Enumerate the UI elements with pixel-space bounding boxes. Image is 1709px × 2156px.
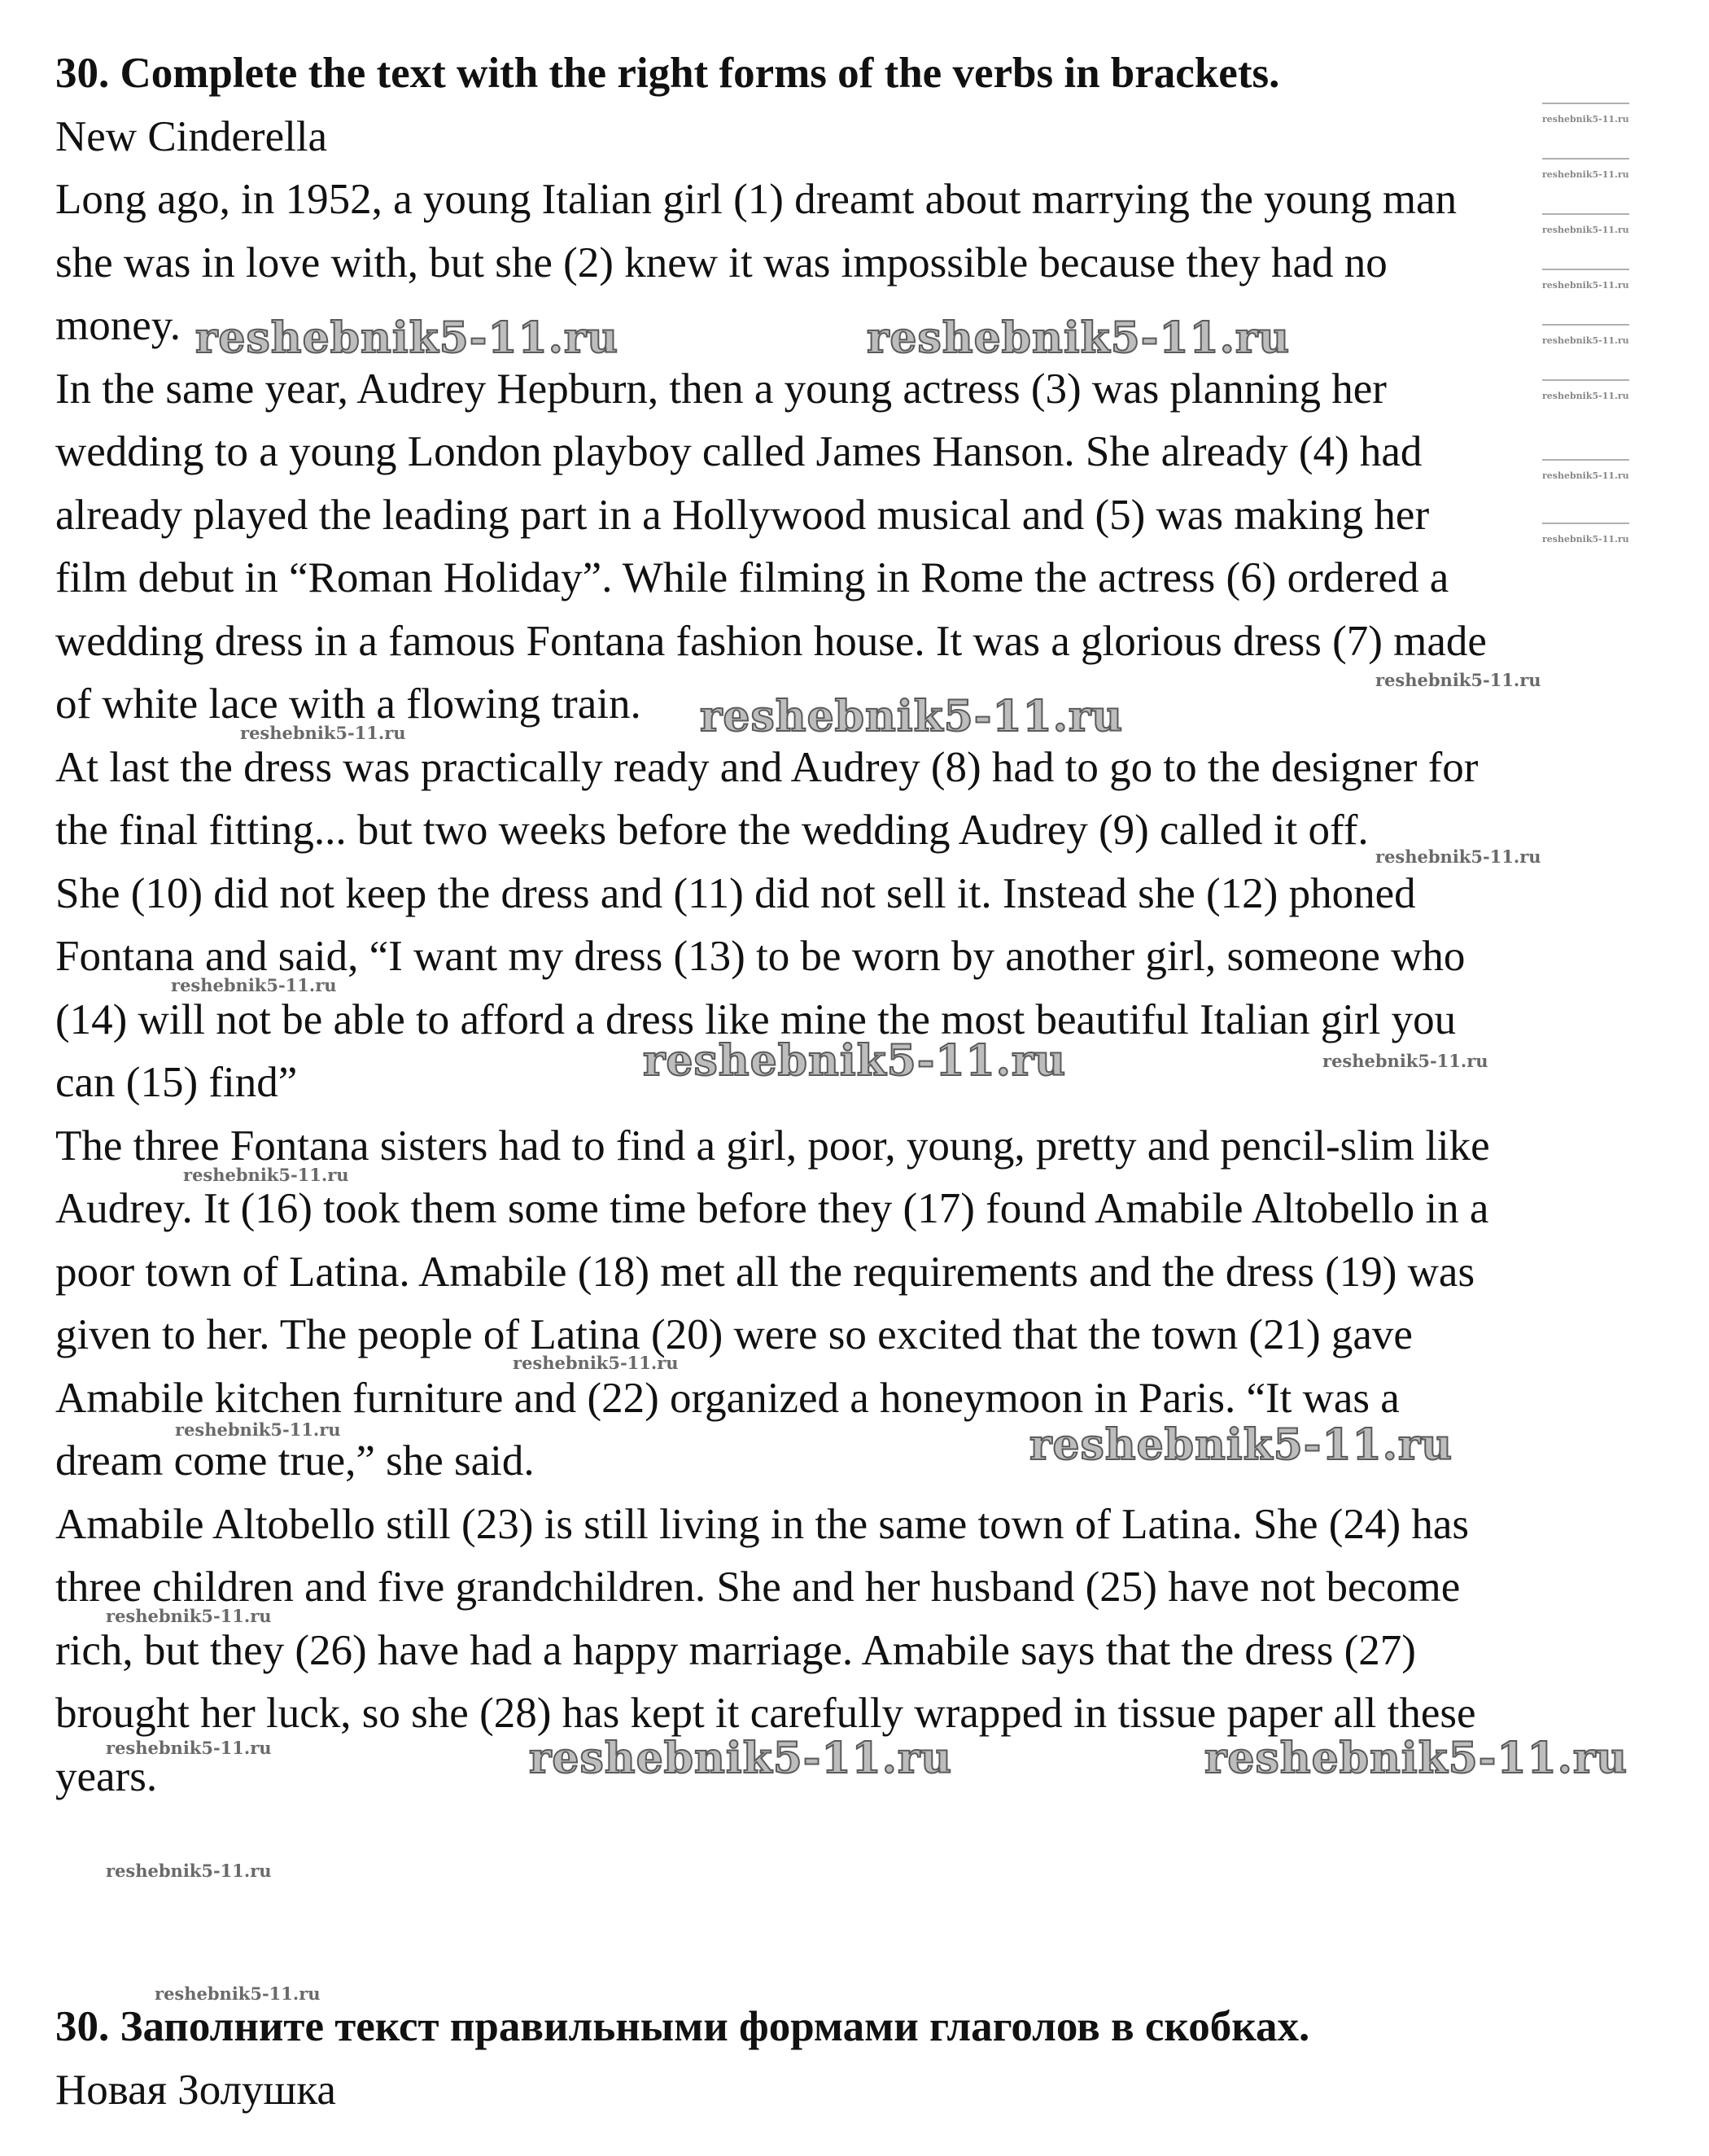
- story-line: Amabile Altobello still (23) is still living in the same town of Latina. She (24) has: [55, 1500, 1469, 1548]
- watermark-tiny: reshebnik5-11.ru: [1542, 534, 1629, 544]
- watermark-small: reshebnik5-11.ru: [1375, 846, 1541, 867]
- watermark-large: reshebnik5-11.ru: [1029, 1420, 1453, 1470]
- translation-title: Новая Золушка: [55, 2066, 336, 2114]
- watermark-large: reshebnik5-11.ru: [700, 692, 1124, 741]
- story-line: she was in love with, but she (2) knew it was impossible because they had no: [55, 238, 1388, 286]
- watermark-small: reshebnik5-11.ru: [1322, 1051, 1488, 1071]
- story-line: poor town of Latina. Amabile (18) met all the requirements and the dress (19) was: [55, 1248, 1475, 1296]
- story-line: film debut in “Roman Holiday”. While filming in Rome the actress (6) ordered a: [55, 554, 1449, 601]
- watermark-small: reshebnik5-11.ru: [1375, 670, 1541, 690]
- story-line: dream come true,” she said.: [55, 1437, 535, 1485]
- watermark-large: reshebnik5-11.ru: [195, 313, 619, 363]
- translation-heading: 30. Заполните текст правильными формами глаголов в скобках.: [55, 2003, 1310, 2050]
- watermark-large: reshebnik5-11.ru: [867, 313, 1291, 363]
- story-line: of white lace with a flowing train.: [55, 680, 641, 728]
- exercise-heading: 30. Complete the text with the right forms of the verbs in brackets.: [55, 50, 1280, 97]
- watermark-small: reshebnik5-11.ru: [175, 1419, 341, 1440]
- watermark-tiny: reshebnik5-11.ru: [1542, 335, 1629, 346]
- story-line: given to her. The people of Latina (20) were so excited that the town (21) gave: [55, 1311, 1413, 1358]
- story-line: wedding to a young London playboy called James Hanson. She already (4) had: [55, 428, 1423, 475]
- story-line: Fontana and said, “I want my dress (13) to be worn by another girl, someone who: [55, 933, 1466, 980]
- story-line: brought her luck, so she (28) has kept it carefully wrapped in tissue paper all these: [55, 1690, 1476, 1737]
- watermark-large: reshebnik5-11.ru: [1204, 1734, 1628, 1783]
- story-line: already played the leading part in a Hollywood musical and (5) was making her: [55, 491, 1430, 539]
- watermark-tiny: reshebnik5-11.ru: [1542, 280, 1629, 291]
- watermark-large: reshebnik5-11.ru: [643, 1036, 1067, 1086]
- story-line: years.: [55, 1752, 158, 1800]
- story-line: In the same year, Audrey Hepburn, then a young actress (3) was planning her: [55, 365, 1387, 413]
- watermark-large: reshebnik5-11.ru: [529, 1734, 953, 1783]
- watermark-tiny: reshebnik5-11.ru: [1542, 114, 1629, 125]
- story-line: can (15) find”: [55, 1059, 298, 1106]
- watermark-small: reshebnik5-11.ru: [106, 1738, 272, 1758]
- watermark-small: reshebnik5-11.ru: [513, 1353, 679, 1373]
- watermark-tiny: reshebnik5-11.ru: [1542, 391, 1629, 401]
- story-line: (14) will not be able to afford a dress like mine the most beautiful Italian girl you: [55, 995, 1457, 1043]
- story-title: New Cinderella: [55, 112, 328, 160]
- story-line: wedding dress in a famous Fontana fashion house. It was a glorious dress (7) made: [55, 617, 1487, 665]
- watermark-small: reshebnik5-11.ru: [240, 723, 406, 743]
- watermark-tiny: reshebnik5-11.ru: [1542, 225, 1629, 235]
- story-line: Long ago, in 1952, a young Italian girl (1) dreamt about marrying the young man: [55, 176, 1458, 223]
- story-line: three children and five grandchildren. She and her husband (25) have not become: [55, 1563, 1461, 1611]
- watermark-small: reshebnik5-11.ru: [183, 1165, 349, 1185]
- story-line: money.: [55, 302, 181, 349]
- story-line: The three Fontana sisters had to find a girl, poor, young, pretty and pencil-slim like: [55, 1122, 1490, 1170]
- watermark-tiny: reshebnik5-11.ru: [1542, 169, 1629, 180]
- story-line: Amabile kitchen furniture and (22) organized a honeymoon in Paris. “It was a: [55, 1374, 1400, 1422]
- watermark-small: reshebnik5-11.ru: [106, 1606, 272, 1626]
- watermark-small: reshebnik5-11.ru: [106, 1861, 272, 1881]
- story-line: rich, but they (26) have had a happy marriage. Amabile says that the dress (27): [55, 1626, 1416, 1674]
- story-line: the final fitting... but two weeks before the wedding Audrey (9) called it off.: [55, 807, 1369, 854]
- story-line: Audrey. It (16) took them some time before they (17) found Amabile Altobello in a: [55, 1185, 1489, 1232]
- watermark-small: reshebnik5-11.ru: [171, 975, 337, 995]
- watermark-tiny: reshebnik5-11.ru: [1542, 470, 1629, 481]
- watermark-small: reshebnik5-11.ru: [155, 1983, 321, 2004]
- story-line: She (10) did not keep the dress and (11) did not sell it. Instead she (12) phoned: [55, 869, 1416, 917]
- story-line: At last the dress was practically ready and Audrey (8) had to go to the designer for: [55, 743, 1479, 791]
